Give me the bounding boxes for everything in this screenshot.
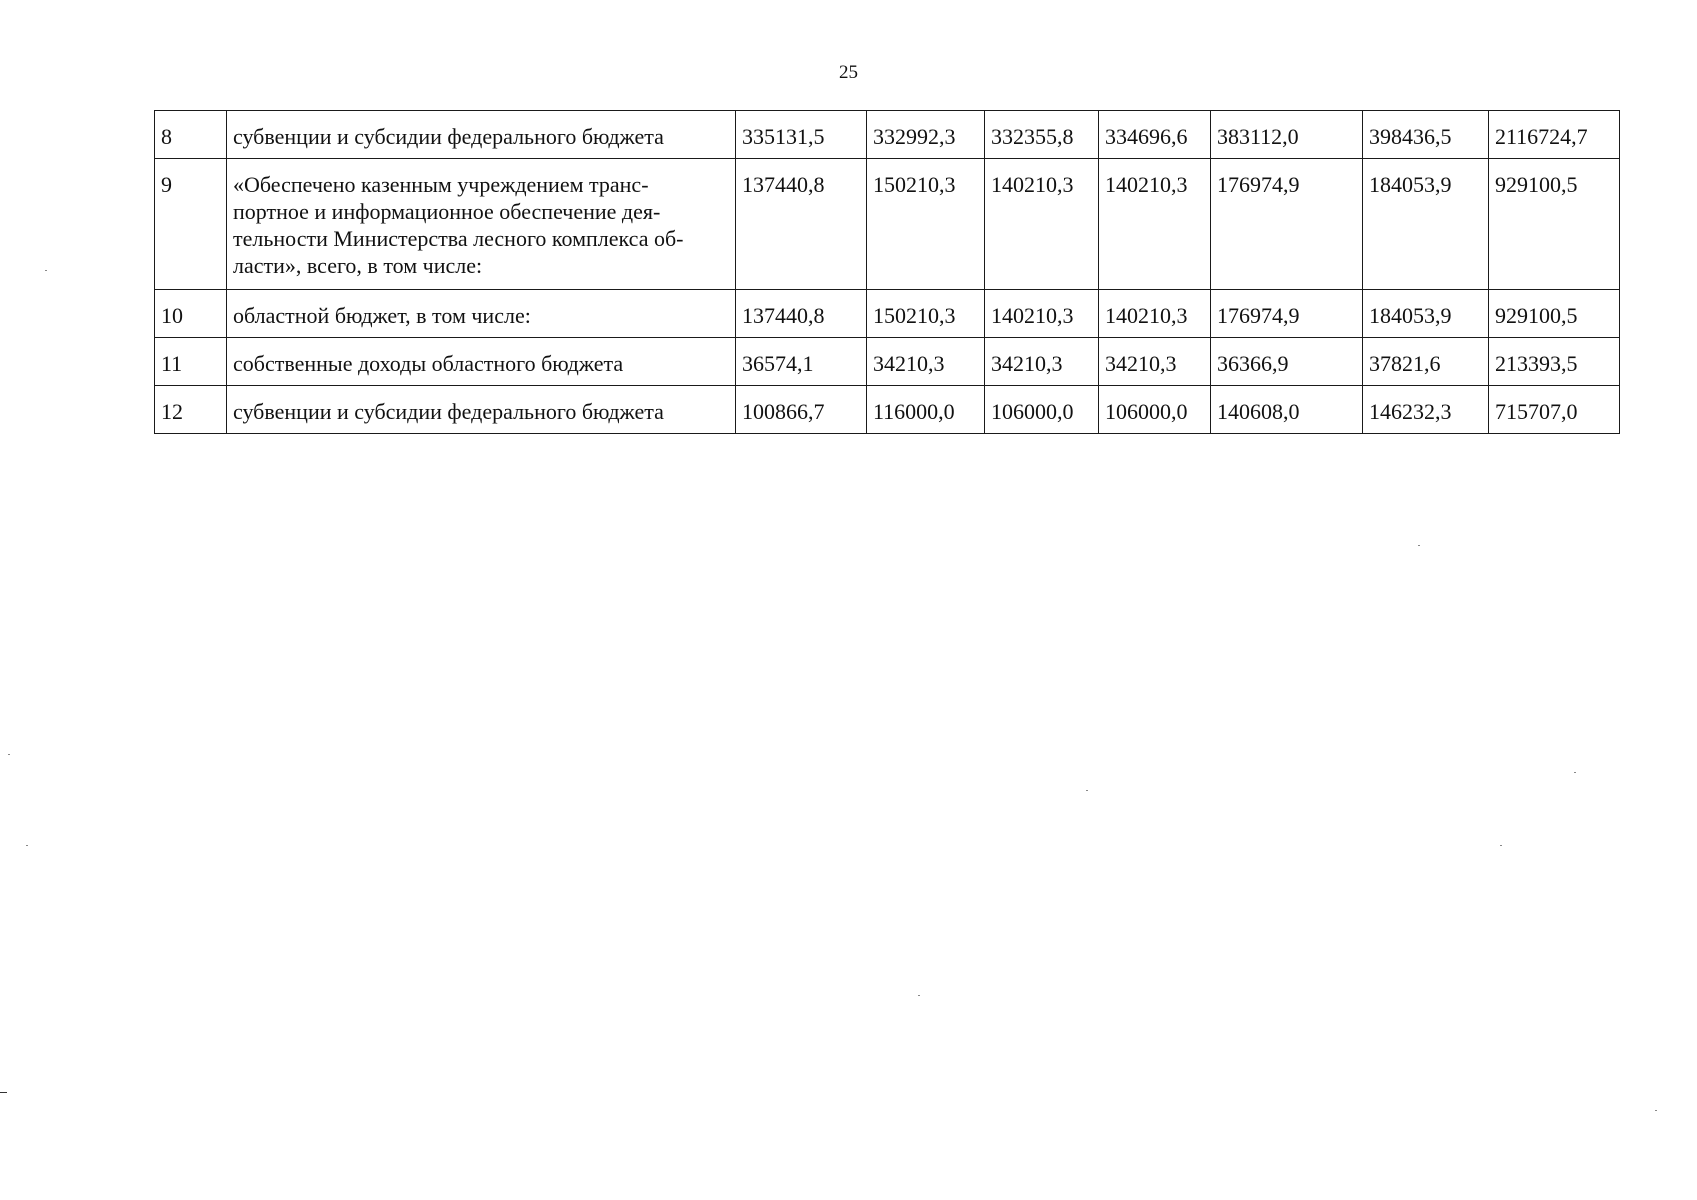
- value-cell: 140608,0: [1211, 386, 1363, 434]
- value-cell: 334696,6: [1099, 111, 1211, 159]
- value-cell: 140210,3: [985, 290, 1099, 338]
- row-number: 9: [155, 159, 227, 290]
- value-cell: 137440,8: [736, 159, 867, 290]
- value-cell: 150210,3: [867, 290, 985, 338]
- total-cell: 715707,0: [1489, 386, 1620, 434]
- value-cell: 140210,3: [985, 159, 1099, 290]
- page-number: 25: [839, 62, 858, 83]
- value-cell: 34210,3: [1099, 338, 1211, 386]
- scan-speck: [0, 1092, 7, 1093]
- row-number: 11: [155, 338, 227, 386]
- value-cell: 332992,3: [867, 111, 985, 159]
- value-cell: 116000,0: [867, 386, 985, 434]
- scan-speck: [1655, 1110, 1657, 1111]
- scan-speck: [1574, 772, 1576, 773]
- row-number: 12: [155, 386, 227, 434]
- value-cell: 146232,3: [1363, 386, 1489, 434]
- total-cell: 929100,5: [1489, 290, 1620, 338]
- value-cell: 36574,1: [736, 338, 867, 386]
- row-description: собственные доходы областного бюджета: [227, 338, 736, 386]
- value-cell: 100866,7: [736, 386, 867, 434]
- total-cell: 929100,5: [1489, 159, 1620, 290]
- total-cell: 2116724,7: [1489, 111, 1620, 159]
- value-cell: 383112,0: [1211, 111, 1363, 159]
- row-number: 10: [155, 290, 227, 338]
- row-number: 8: [155, 111, 227, 159]
- value-cell: 332355,8: [985, 111, 1099, 159]
- value-cell: 184053,9: [1363, 290, 1489, 338]
- scan-speck: [1086, 790, 1088, 791]
- row-description: субвенции и субсидии федерального бюджета: [227, 111, 736, 159]
- value-cell: 34210,3: [867, 338, 985, 386]
- value-cell: 176974,9: [1211, 159, 1363, 290]
- value-cell: 335131,5: [736, 111, 867, 159]
- value-cell: 34210,3: [985, 338, 1099, 386]
- table-row: [155, 386, 1620, 434]
- table-row: [155, 111, 1620, 159]
- value-cell: 106000,0: [985, 386, 1099, 434]
- scan-speck: [26, 845, 28, 846]
- scan-speck: [1418, 545, 1420, 546]
- table-row: [155, 338, 1620, 386]
- value-cell: 36366,9: [1211, 338, 1363, 386]
- budget-table: [154, 110, 1620, 434]
- scan-speck: [45, 270, 47, 271]
- value-cell: 140210,3: [1099, 290, 1211, 338]
- value-cell: 137440,8: [736, 290, 867, 338]
- value-cell: 398436,5: [1363, 111, 1489, 159]
- row-description: субвенции и субсидии федерального бюджета: [227, 386, 736, 434]
- row-description: областной бюджет, в том числе:: [227, 290, 736, 338]
- scan-speck: [918, 995, 920, 996]
- value-cell: 184053,9: [1363, 159, 1489, 290]
- value-cell: 37821,6: [1363, 338, 1489, 386]
- value-cell: 140210,3: [1099, 159, 1211, 290]
- table-row: [155, 159, 1620, 290]
- value-cell: 106000,0: [1099, 386, 1211, 434]
- scan-speck: [8, 754, 10, 755]
- scan-speck: [1500, 845, 1502, 846]
- total-cell: 213393,5: [1489, 338, 1620, 386]
- table-row: [155, 290, 1620, 338]
- value-cell: 176974,9: [1211, 290, 1363, 338]
- value-cell: 150210,3: [867, 159, 985, 290]
- row-description: «Обеспечено казенным учреждением транс- портное и информационное обеспечение дея- тельности Министерства лесного комплекса об- ласти», всего, в том числе:: [227, 159, 736, 290]
